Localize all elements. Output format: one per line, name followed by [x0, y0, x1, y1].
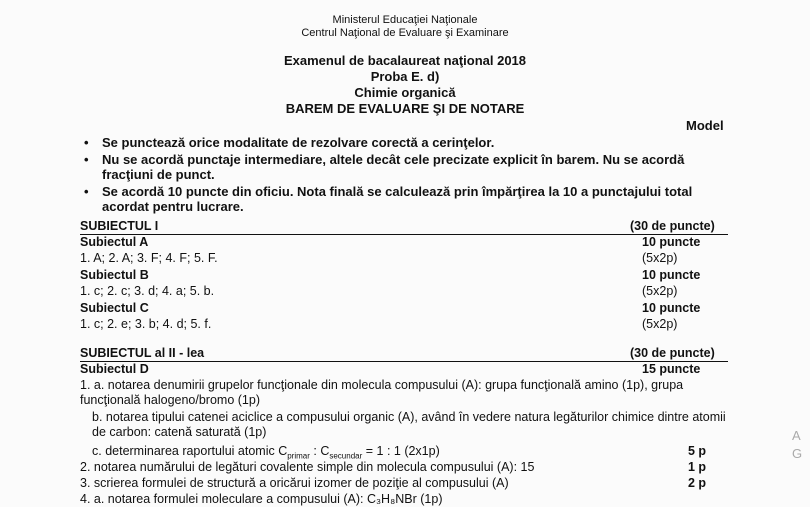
item-2-row [80, 460, 728, 475]
item-1b: b. notarea tipului catenei aciclice a compusului organic (A), având în vedere natura legăturilor chimice dintre atomii de carbon: catenă saturată (1p) [92, 410, 726, 439]
subiectul-1-header [80, 219, 728, 235]
part-d-points: 15 puncte [642, 362, 701, 376]
part-b-name: Subiectul B [80, 268, 149, 282]
subiectul-2-header [80, 346, 728, 362]
exam-title: Examenul de bacalaureat naţional 2018 [283, 53, 527, 68]
part-a-points: 10 puncte [642, 235, 701, 249]
part-a-answers-row [80, 251, 728, 266]
subiectul-2-title: SUBIECTUL al II - lea [80, 346, 205, 360]
item-3-row [80, 476, 728, 491]
item-1c-sub-secundar: secundar [329, 451, 363, 461]
item-3-points: 2 p [688, 476, 707, 490]
item-3: 3. scrierea formulei de structură a oricărui izomer de poziţie al compusului (A) [80, 476, 509, 490]
part-b-header [80, 268, 728, 283]
item-1c-text-c: = 1 : 1 (2x1p) [362, 444, 440, 458]
part-b-answers-row [80, 284, 728, 299]
edge-glyph: G [792, 446, 803, 461]
part-c-scheme: (5x2p) [642, 317, 678, 331]
item-1c-text-b: : C [309, 444, 330, 458]
subiectul-2-points: (30 de puncte) [630, 346, 715, 360]
item-1c-points: 5 p [688, 444, 707, 458]
part-c-header [80, 301, 728, 316]
subiectul-1-points: (30 de puncte) [630, 219, 715, 233]
part-c-name: Subiectul C [80, 301, 149, 315]
part-c-points: 10 puncte [642, 301, 701, 315]
item-2: 2. notarea numărului de legături covalente simple din molecula compusului (A): 15 [80, 460, 535, 474]
part-d-name: Subiectul D [80, 362, 149, 376]
item-2-points: 1 p [688, 460, 707, 474]
subject-title: Chimie organică [354, 85, 456, 100]
item-1a: 1. a. notarea denumirii grupelor funcţionale din molecula compusului (A): grupa funcţională amino (1p), grupa funcţională halogeno/bromo (1p) [80, 378, 684, 407]
item-1c-sub-primar: primar [287, 451, 310, 461]
part-c-answers: 1. c; 2. e; 3. b; 4. d; 5. f. [80, 317, 212, 331]
ministry-name: Ministerul Educaţiei Naţionale [332, 14, 478, 26]
barem-title: BAREM DE EVALUARE ŞI DE NOTARE [285, 101, 525, 116]
part-b-scheme: (5x2p) [642, 284, 678, 298]
subiectul-1-title: SUBIECTUL I [80, 219, 159, 233]
instruction-item: • Se acordă 10 puncte din oficiu. Nota finală se calculează prin împărţirea la 10 a punctajului total acordat pentru lucrare. [82, 184, 732, 214]
part-c-answers-row [80, 317, 728, 332]
center-name: Centrul Naţional de Evaluare şi Examinare [301, 27, 509, 39]
instruction-item: • Se punctează orice modalitate de rezolvare corectă a cerinţelor. [82, 135, 732, 150]
instruction-item: • Nu se acordă punctaje intermediare, altele decât cele precizate explicit în barem. Nu se acordă fracţiuni de punct. [82, 152, 732, 182]
part-b-answers: 1. c; 2. c; 3. d; 4. a; 5. b. [80, 284, 215, 298]
item-4: 4. a. notarea formulei moleculare a compusului (A): C₃H₈NBr (1p) [80, 492, 443, 506]
item-1c-row [80, 444, 728, 459]
part-d-header [80, 362, 728, 377]
part-b-points: 10 puncte [642, 268, 701, 282]
proba-title: Proba E. d) [370, 69, 440, 84]
item-1c-text-a: c. determinarea raportului atomic C [92, 444, 288, 458]
part-a-scheme: (5x2p) [642, 251, 678, 265]
part-a-answers: 1. A; 2. A; 3. F; 4. F; 5. F. [80, 251, 218, 265]
edge-glyph: A [792, 428, 801, 443]
part-a-name: Subiectul A [80, 235, 149, 249]
item-4-row [80, 492, 728, 507]
model-label: Model [686, 118, 724, 133]
part-a-header [80, 235, 728, 250]
instructions-list [82, 135, 732, 216]
